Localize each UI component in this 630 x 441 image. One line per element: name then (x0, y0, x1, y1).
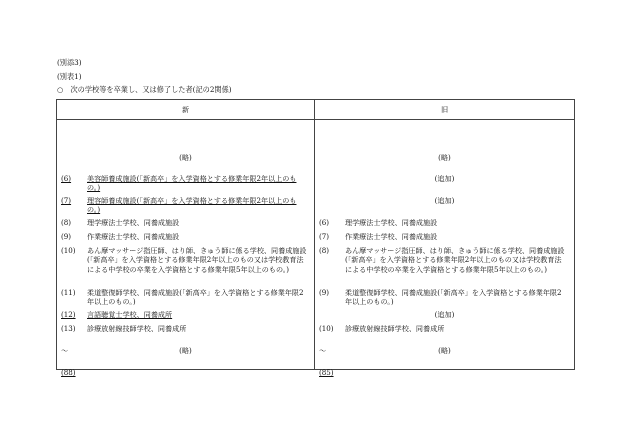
header-new: 新 (57, 100, 315, 120)
comparison-table (56, 99, 575, 377)
old-tilde: ～ (319, 346, 327, 355)
column-old: (略) (追加) (追加) (6) 理学療法士学校、同養成施設 (7) 作業療法士学校、同養成施設 (8) あん摩マッサージ指圧師、はり師、きゅう師に係る学校、同養成施設(「新高卒」を入学資格とする修業年限2年以上のもの又は学校教育法による中学校の卒業を入学資格とする修業年限5年以上のもの。) (9) 柔道整復師学校、同養成施設(「新高卒」を入学資格とする修業年限2年以上のもの。) (追加) (10) 診療放射線技師学校、同養成所 ～ (略) (85) (315, 120, 575, 370)
section-heading: ○ 次の学校等を卒業し、又は修了した者(記の2関係) (57, 85, 232, 94)
old-tsuika-3: (追加) (434, 310, 455, 319)
new-ryaku-top: (略) (179, 153, 192, 162)
old-ryaku-bottom: (略) (438, 346, 451, 355)
table-label: (別表1) (57, 72, 82, 81)
header-old: 旧 (315, 100, 575, 120)
new-ryaku-bottom: (略) (179, 346, 192, 355)
old-tsuika-2: (追加) (434, 196, 455, 205)
new-tilde: ～ (61, 346, 69, 355)
old-ryaku-top: (略) (438, 153, 451, 162)
attachment-label: (別添3) (57, 58, 82, 67)
column-new: (略) (6) 美容師養成施設(「新高卒」を入学資格とする修業年限2年以上のもの。) (7) 理容師養成施設(「新高卒」を入学資格とする修業年限2年以上のもの。) (8) 理学療法士学校、同養成施設 (9) 作業療法士学校、同養成施設 (10) あん摩マッサージ指圧師、はり師、きゅう師に係る学校、同養成施設(「新高卒」を入学資格とする修業年限2年以上のもの又は学校教育法による中学校の卒業を入学資格とする修業年限5年以上のもの。) (11) 柔道整復師学校、同養成施設(「新高卒」を入学資格とする修業年限2年以上のもの。) (12) 言語聴覚士学校、同養成所 (13) 診療放射線技師学校、同養成所 ～ (略) (88) (57, 120, 315, 370)
old-tsuika-1: (追加) (434, 174, 455, 183)
